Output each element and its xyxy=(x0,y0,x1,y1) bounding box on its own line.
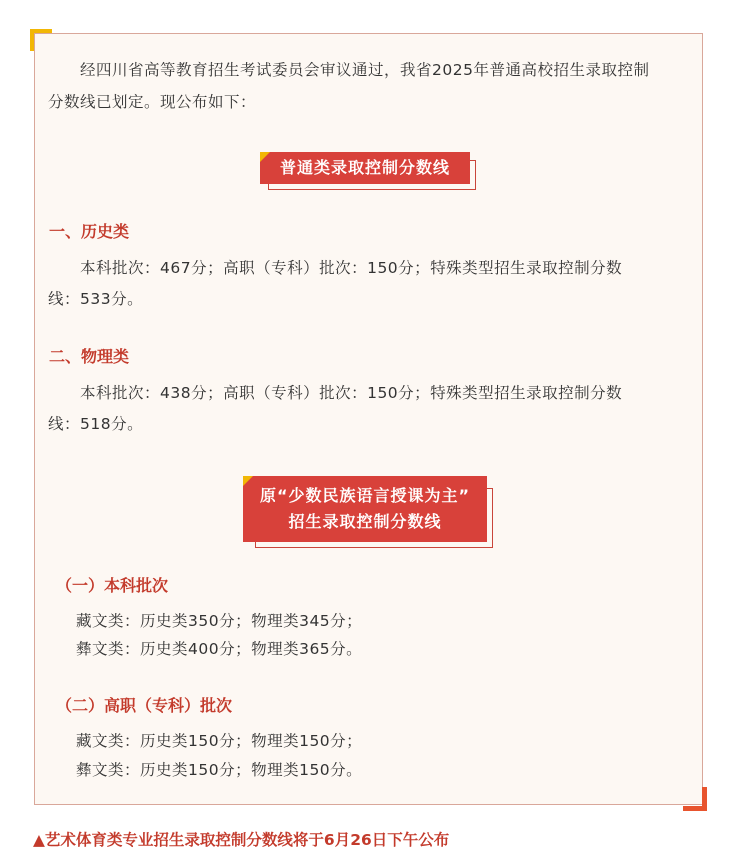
banner-minority xyxy=(243,476,493,548)
banner-minority-line-2: 招生录取控制分数线 xyxy=(288,512,442,531)
history-line-2: 线：533分。 xyxy=(48,290,144,308)
banner-corner-accent xyxy=(243,476,253,486)
physics-line-1: 本科批次：438分；高职（专科）批次：150分；特殊类型招生录取控制分数 xyxy=(80,384,623,402)
footer-note: ▲艺术体育类专业招生录取控制分数线将于6月26日下午公布 xyxy=(33,831,450,849)
banner-minority-line-1: 原“少数民族语言授课为主” xyxy=(259,486,471,505)
physics-line-2: 线：518分。 xyxy=(48,415,144,433)
banner-general-label: 普通类录取控制分数线 xyxy=(279,158,450,177)
intro-line-2: 分数线已划定。现公布如下： xyxy=(48,93,257,111)
vocational-tibetan: 藏文类：历史类150分；物理类150分； xyxy=(76,732,363,750)
history-line-1: 本科批次：467分；高职（专科）批次：150分；特殊类型招生录取控制分数 xyxy=(80,259,623,277)
vocational-yi: 彝文类：历史类150分；物理类150分。 xyxy=(76,761,363,779)
undergrad-yi: 彝文类：历史类400分；物理类365分。 xyxy=(76,640,363,658)
banner-label-box xyxy=(260,152,470,184)
physics-heading: 二、物理类 xyxy=(49,347,130,366)
undergrad-heading: （一）本科批次 xyxy=(56,576,169,595)
undergrad-tibetan: 藏文类：历史类350分；物理类345分； xyxy=(76,612,363,630)
banner-corner-accent xyxy=(260,152,270,162)
history-heading: 一、历史类 xyxy=(49,222,130,241)
corner-decoration-bottom-right xyxy=(683,787,707,811)
banner-label-box xyxy=(243,476,487,542)
intro-line-1: 经四川省高等教育招生考试委员会审议通过，我省2025年普通高校招生录取控制 xyxy=(80,61,650,79)
vocational-heading: （二）高职（专科）批次 xyxy=(56,696,233,715)
banner-general xyxy=(260,152,476,190)
